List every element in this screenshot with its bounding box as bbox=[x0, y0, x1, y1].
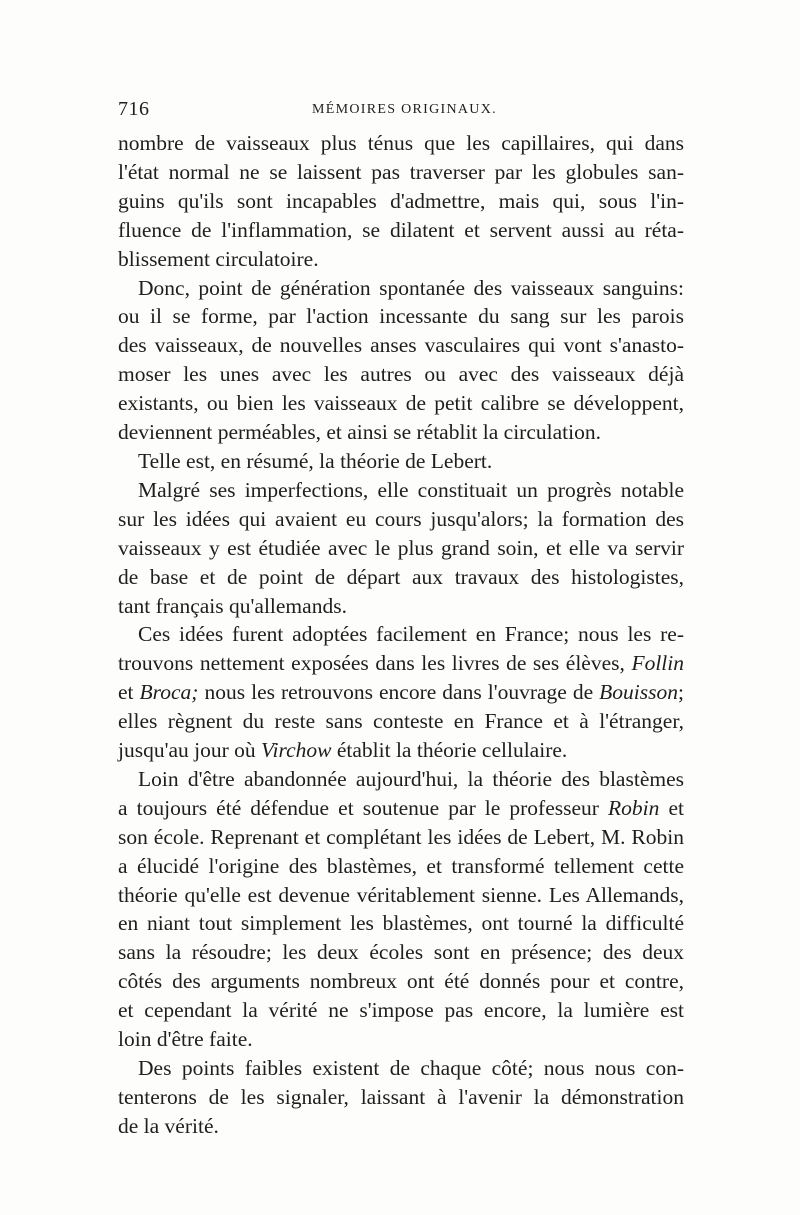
page-number: 716 bbox=[118, 98, 150, 120]
text-line: Des points faibles existent de chaque côté; nous nous con- bbox=[138, 1056, 684, 1080]
italic-name: Virchow bbox=[261, 738, 332, 763]
text-line: et cependant la vérité ne s'impose pas encore, la lumière est bbox=[118, 998, 684, 1023]
text-run: jusqu'au jour où bbox=[118, 738, 262, 763]
text-run: et bbox=[659, 795, 684, 820]
italic-name: Broca; bbox=[139, 680, 199, 705]
text-line: en niant tout simplement les blastèmes, ont tourné la difficulté bbox=[118, 911, 684, 936]
text-line: loin d'être faite. bbox=[118, 1027, 253, 1052]
text-run: trouvons nettement exposées dans les livres de ses élèves, bbox=[118, 651, 632, 676]
text-line bbox=[118, 649, 684, 678]
text-line bbox=[118, 707, 684, 736]
text-line: existants, ou bien les vaisseaux de petit calibre se développent, bbox=[118, 391, 684, 416]
italic-name: Follin bbox=[631, 651, 684, 676]
text-run: elles règnent du reste sans conteste en France et à l'étranger, bbox=[118, 709, 684, 734]
text-line bbox=[118, 736, 684, 765]
text-run: Ces idées furent adoptées facilement en France; nous les re- bbox=[138, 622, 684, 647]
body-text bbox=[118, 129, 684, 1141]
page-header bbox=[118, 98, 684, 122]
text-line: guins qu'ils sont incapables d'admettre, mais qui, sous l'in- bbox=[118, 188, 684, 213]
text-line: l'état normal ne se laissent pas traverser par les globules san- bbox=[118, 159, 684, 184]
text-run: Loin d'être abandonnée aujourd'hui, la théorie des blastèmes bbox=[138, 766, 684, 791]
italic-name: Robin bbox=[608, 795, 660, 820]
text-line: a élucidé l'origine des blastèmes, et transformé tellement cette bbox=[118, 853, 684, 878]
text-run: établit la théorie cellulaire. bbox=[331, 738, 568, 763]
text-line: sur les idées qui avaient eu cours jusqu'alors; la formation des bbox=[118, 506, 684, 531]
text-run: a toujours été défendue et soutenue par le professeur bbox=[118, 795, 609, 820]
text-run: et bbox=[118, 680, 140, 705]
text-line: Malgré ses imperfections, elle constituait un progrès notable bbox=[138, 477, 684, 502]
text-line: son école. Reprenant et complétant les idées de Lebert, M. Robin bbox=[118, 824, 684, 849]
text-line bbox=[118, 765, 684, 794]
text-line: côtés des arguments nombreux ont été donnés pour et contre, bbox=[118, 969, 684, 994]
text-run: ; bbox=[678, 680, 684, 705]
text-line: deviennent perméables, et ainsi se rétablit la circulation. bbox=[118, 420, 601, 445]
text-line: tant français qu'allemands. bbox=[118, 593, 347, 618]
running-title: MÉMOIRES ORIGINAUX. bbox=[312, 102, 497, 117]
text-line bbox=[118, 678, 684, 707]
text-line: ou il se forme, par l'action incessante du sang sur les parois bbox=[118, 304, 684, 329]
text-line: de la vérité. bbox=[118, 1113, 219, 1138]
text-line: théorie qu'elle est devenue véritablement sienne. Les Allemands, bbox=[118, 882, 684, 907]
italic-name: Bouisson bbox=[599, 680, 678, 705]
text-line bbox=[118, 794, 684, 823]
text-line: blissement circulatoire. bbox=[118, 246, 319, 271]
text-line: tenterons de les signaler, laissant à l'avenir la démonstration bbox=[118, 1084, 684, 1109]
text-line: des vaisseaux, de nouvelles anses vasculaires qui vont s'anasto- bbox=[118, 333, 684, 358]
text-line: nombre de vaisseaux plus ténus que les capillaires, qui dans bbox=[118, 131, 684, 155]
text-line: fluence de l'inflammation, se dilatent et servent aussi au réta- bbox=[118, 217, 684, 242]
text-line: Telle est, en résumé, la théorie de Lebert. bbox=[138, 448, 493, 473]
text-line bbox=[118, 620, 684, 649]
text-line: sans la résoudre; les deux écoles sont en présence; des deux bbox=[118, 940, 684, 965]
text-line: de base et de point de départ aux travaux des histologistes, bbox=[118, 564, 684, 589]
text-run: nous les retrouvons encore dans l'ouvrage de bbox=[198, 680, 600, 705]
text-line: vaisseaux y est étudiée avec le plus grand soin, et elle va servir bbox=[118, 535, 684, 560]
text-line: moser les unes avec les autres ou avec des vaisseaux déjà bbox=[118, 362, 684, 387]
text-line: Donc, point de génération spontanée des vaisseaux sanguins: bbox=[138, 275, 684, 300]
